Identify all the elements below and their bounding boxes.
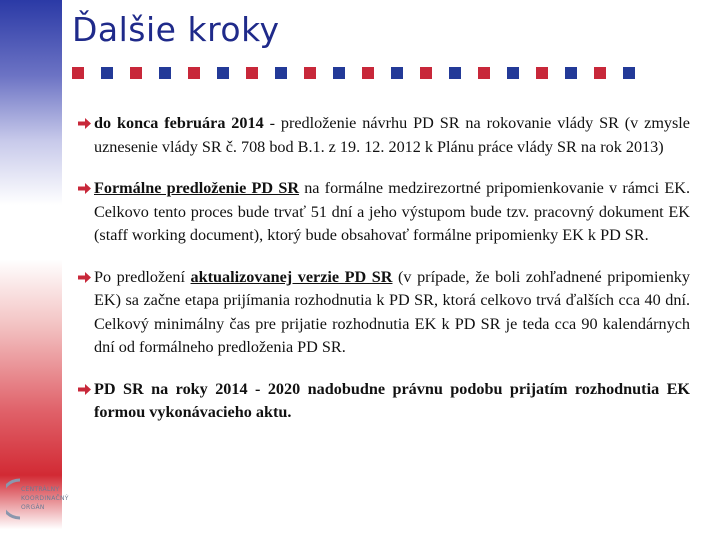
cko-logo (6, 478, 69, 520)
decorative-square (246, 67, 258, 79)
decorative-square (188, 67, 200, 79)
decorative-gradient-sidebar (0, 0, 62, 540)
arrow-bullet-icon (78, 183, 91, 194)
bullet-item (78, 177, 690, 248)
decorative-square (623, 67, 635, 79)
bullet-3-text: (v prípade, že boli zohľadnené pripomienky EK) sa začne etapa prijímania rozhodnutia k PD SR, ktorá celkovo trvá ďalších cca 40 dní. Celkový minimálny čas pre prijatie rozhodnutia EK k PD SR je teda cca 90 kalendárnych dní od formálneho predloženia PD SR. (94, 267, 690, 356)
slide-title: Ďalšie kroky (72, 10, 280, 49)
decorative-square (275, 67, 287, 79)
decorative-square (420, 67, 432, 79)
bullet-2-emphasis: Formálne predloženie PD SR (94, 179, 300, 197)
bullet-3-emphasis: aktualizovanej verzie PD SR (190, 267, 393, 286)
logo-line-3: ORGÁN (21, 504, 45, 511)
decorative-square (478, 67, 490, 79)
bullet-1-deadline: do konca februára 2014 (94, 114, 264, 132)
bullet-list (78, 112, 690, 425)
decorative-square (333, 67, 345, 79)
decorative-square (565, 67, 577, 79)
logo-line-2: KOORDINAČNÝ (21, 495, 69, 502)
decorative-square (536, 67, 548, 79)
bullet-3-lead: Po predložení (94, 267, 191, 286)
decorative-square (217, 67, 229, 79)
bullet-item (78, 266, 690, 360)
bullet-item (78, 112, 690, 159)
decorative-square (594, 67, 606, 79)
bullet-1-text: - predloženie návrhu PD SR na rokovanie vlády SR (v zmysle uznesenie vlády SR č. 708 bod B.1. z 19. 12. 2012 k Plánu práce vlády SR na rok 2013) (94, 114, 690, 156)
decorative-square (362, 67, 374, 79)
arrow-bullet-icon (78, 384, 91, 395)
bullet-item (78, 378, 690, 425)
decorative-square (391, 67, 403, 79)
decorative-square (101, 67, 113, 79)
decorative-square (507, 67, 519, 79)
bullet-2-text: na formálne medzirezortné pripomienkovanie v rámci EK. Celkovo tento proces bude trvať 51 dní a jeho výstupom bude tzv. pracovný dokument EK (staff working document), ktorý bude obsahovať formálne pripomienky EK k PD SR. (94, 179, 690, 244)
decorative-square (159, 67, 171, 79)
decorative-square (130, 67, 142, 79)
decorative-square (449, 67, 461, 79)
decorative-square (72, 67, 84, 79)
arrow-bullet-icon (78, 118, 91, 129)
logo-line-1: CENTRÁLNY (21, 486, 60, 493)
bullet-4-text: PD SR na roky 2014 - 2020 nadobudne právnu podobu prijatím rozhodnutia EK formou vykonávacieho aktu. (94, 379, 690, 421)
decorative-square (304, 67, 316, 79)
arrow-bullet-icon (78, 272, 91, 283)
decorative-square-row (72, 67, 672, 79)
